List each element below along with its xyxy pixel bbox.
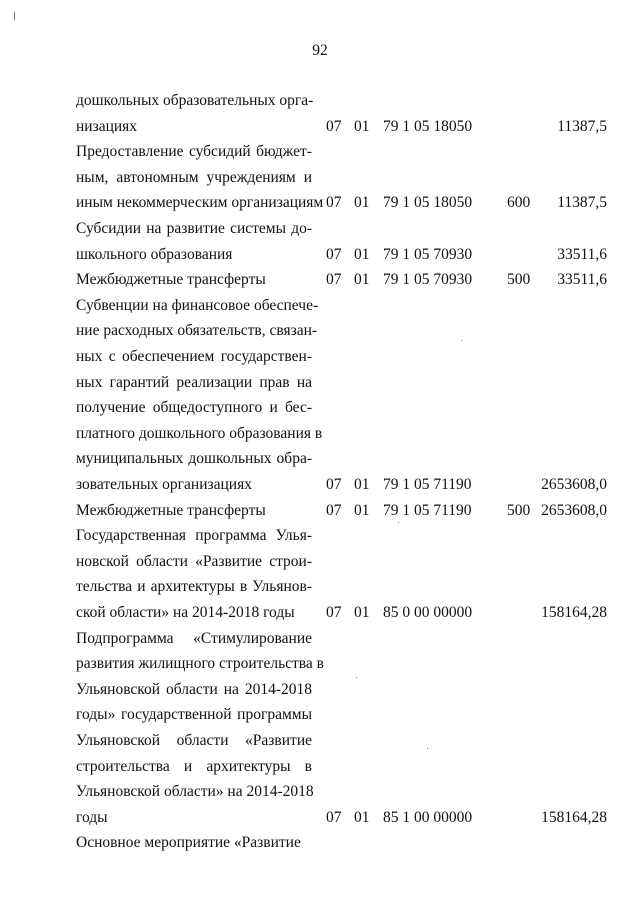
amount-value: 158164,28 xyxy=(541,809,607,826)
table-row xyxy=(0,114,640,140)
table-row xyxy=(0,830,640,856)
table-row xyxy=(0,267,640,293)
row-description: ние расходных обязательств, связан- xyxy=(76,322,318,339)
row-description: Государственная программа Улья- xyxy=(76,527,312,544)
row-description: иным некоммерческим организациям xyxy=(76,194,324,211)
table-row-continuation xyxy=(0,165,640,191)
section-code: 07 xyxy=(326,809,342,826)
row-description: развития жилищного строительства в xyxy=(76,655,324,672)
subsection-code: 01 xyxy=(354,502,370,519)
scan-speck xyxy=(427,748,428,749)
row-description: тельства и архитектуры в Ульянов- xyxy=(76,578,312,595)
subsection-code: 01 xyxy=(354,194,370,211)
amount-value: 33511,6 xyxy=(557,271,607,288)
section-code: 07 xyxy=(326,476,342,493)
row-description: годы» государственной программы xyxy=(76,706,312,723)
expense-type-code: 500 xyxy=(507,271,531,288)
row-description: Ульяновской области» на 2014-2018 xyxy=(76,783,314,800)
section-code: 07 xyxy=(326,502,342,519)
subsection-code: 01 xyxy=(354,604,370,621)
subsection-code: 01 xyxy=(354,118,370,135)
row-description: Подпрограмма «Стимулирование xyxy=(76,630,312,647)
amount-value: 11387,5 xyxy=(557,194,607,211)
table-row-continuation xyxy=(0,88,640,114)
row-description: Межбюджетные трансферты xyxy=(76,271,266,288)
row-description: строительства и архитектуры в xyxy=(76,758,312,775)
target-article-code: 85 0 00 00000 xyxy=(383,604,473,621)
table-row-continuation xyxy=(0,395,640,421)
amount-value: 2653608,0 xyxy=(541,476,607,493)
section-code: 07 xyxy=(326,194,342,211)
page-number: 92 xyxy=(312,42,328,59)
row-description: дошкольных образовательных орга- xyxy=(76,92,314,109)
scan-speck xyxy=(356,677,357,678)
table-row xyxy=(0,472,640,498)
row-description: ных с обеспечением государствен- xyxy=(76,348,312,365)
scan-speck xyxy=(398,522,399,523)
target-article-code: 79 1 05 70930 xyxy=(383,246,473,263)
expense-type-code: 600 xyxy=(507,194,531,211)
row-description: Межбюджетные трансферты xyxy=(76,502,266,519)
row-description: Основное мероприятие «Развитие xyxy=(76,834,301,851)
subsection-code: 01 xyxy=(354,809,370,826)
table-row-continuation xyxy=(0,574,640,600)
row-description: годы xyxy=(76,809,108,826)
subsection-code: 01 xyxy=(354,271,370,288)
target-article-code: 79 1 05 18050 xyxy=(383,118,473,135)
table-row-continuation xyxy=(0,754,640,780)
table-row-continuation xyxy=(0,677,640,703)
table-row-continuation xyxy=(0,651,640,677)
amount-value: 2653608,0 xyxy=(541,502,607,519)
target-article-code: 85 1 00 00000 xyxy=(383,809,473,826)
subsection-code: 01 xyxy=(354,476,370,493)
table-row-continuation xyxy=(0,702,640,728)
table-row-continuation xyxy=(0,344,640,370)
row-description: новской области «Развитие строи- xyxy=(76,553,312,570)
scan-speck xyxy=(461,340,462,341)
section-code: 07 xyxy=(326,118,342,135)
table-row xyxy=(0,242,640,268)
row-description: Ульяновской области на 2014-2018 xyxy=(76,681,312,698)
row-description: Субсидии на развитие системы до- xyxy=(76,220,312,237)
table-row-continuation xyxy=(0,421,640,447)
target-article-code: 79 1 05 70930 xyxy=(383,271,473,288)
section-code: 07 xyxy=(326,246,342,263)
table-row-continuation xyxy=(0,523,640,549)
row-description: платного дошкольного образования в xyxy=(76,425,323,442)
table-row-continuation xyxy=(0,728,640,754)
target-article-code: 79 1 05 71190 xyxy=(383,476,472,493)
table-row xyxy=(0,600,640,626)
table-row-continuation xyxy=(0,318,640,344)
table-row xyxy=(0,805,640,831)
section-code: 07 xyxy=(326,604,342,621)
target-article-code: 79 1 05 71190 xyxy=(383,502,472,519)
row-description: ным, автономным учреждениям и xyxy=(76,169,312,186)
row-description: Ульяновской области «Развитие xyxy=(76,732,312,749)
amount-value: 11387,5 xyxy=(557,118,607,135)
scan-speck xyxy=(14,12,15,20)
row-description: Субвенции на финансовое обеспече- xyxy=(76,297,319,314)
expense-type-code: 500 xyxy=(507,502,531,519)
table-row-continuation xyxy=(0,370,640,396)
row-description: ных гарантий реализации прав на xyxy=(76,374,312,391)
row-description: муниципальных дошкольных обра- xyxy=(76,450,312,467)
target-article-code: 79 1 05 18050 xyxy=(383,194,473,211)
row-description: Предоставление субсидий бюджет- xyxy=(76,143,312,160)
amount-value: 33511,6 xyxy=(557,246,607,263)
row-description: зовательных организациях xyxy=(76,476,252,493)
section-code: 07 xyxy=(326,271,342,288)
row-description: ской области» на 2014-2018 годы xyxy=(76,604,295,621)
table-row xyxy=(0,190,640,216)
table-row-continuation xyxy=(0,549,640,575)
table-row-continuation xyxy=(0,216,640,242)
row-description: получение общедоступного и бес- xyxy=(76,399,312,416)
subsection-code: 01 xyxy=(354,246,370,263)
table-row-continuation xyxy=(0,139,640,165)
amount-value: 158164,28 xyxy=(541,604,607,621)
table-row-continuation xyxy=(0,779,640,805)
row-description: школьного образования xyxy=(76,246,233,263)
table-row-continuation xyxy=(0,626,640,652)
table-row xyxy=(0,498,640,524)
table-row-continuation xyxy=(0,293,640,319)
table-row-continuation xyxy=(0,446,640,472)
row-description: низациях xyxy=(76,118,138,135)
